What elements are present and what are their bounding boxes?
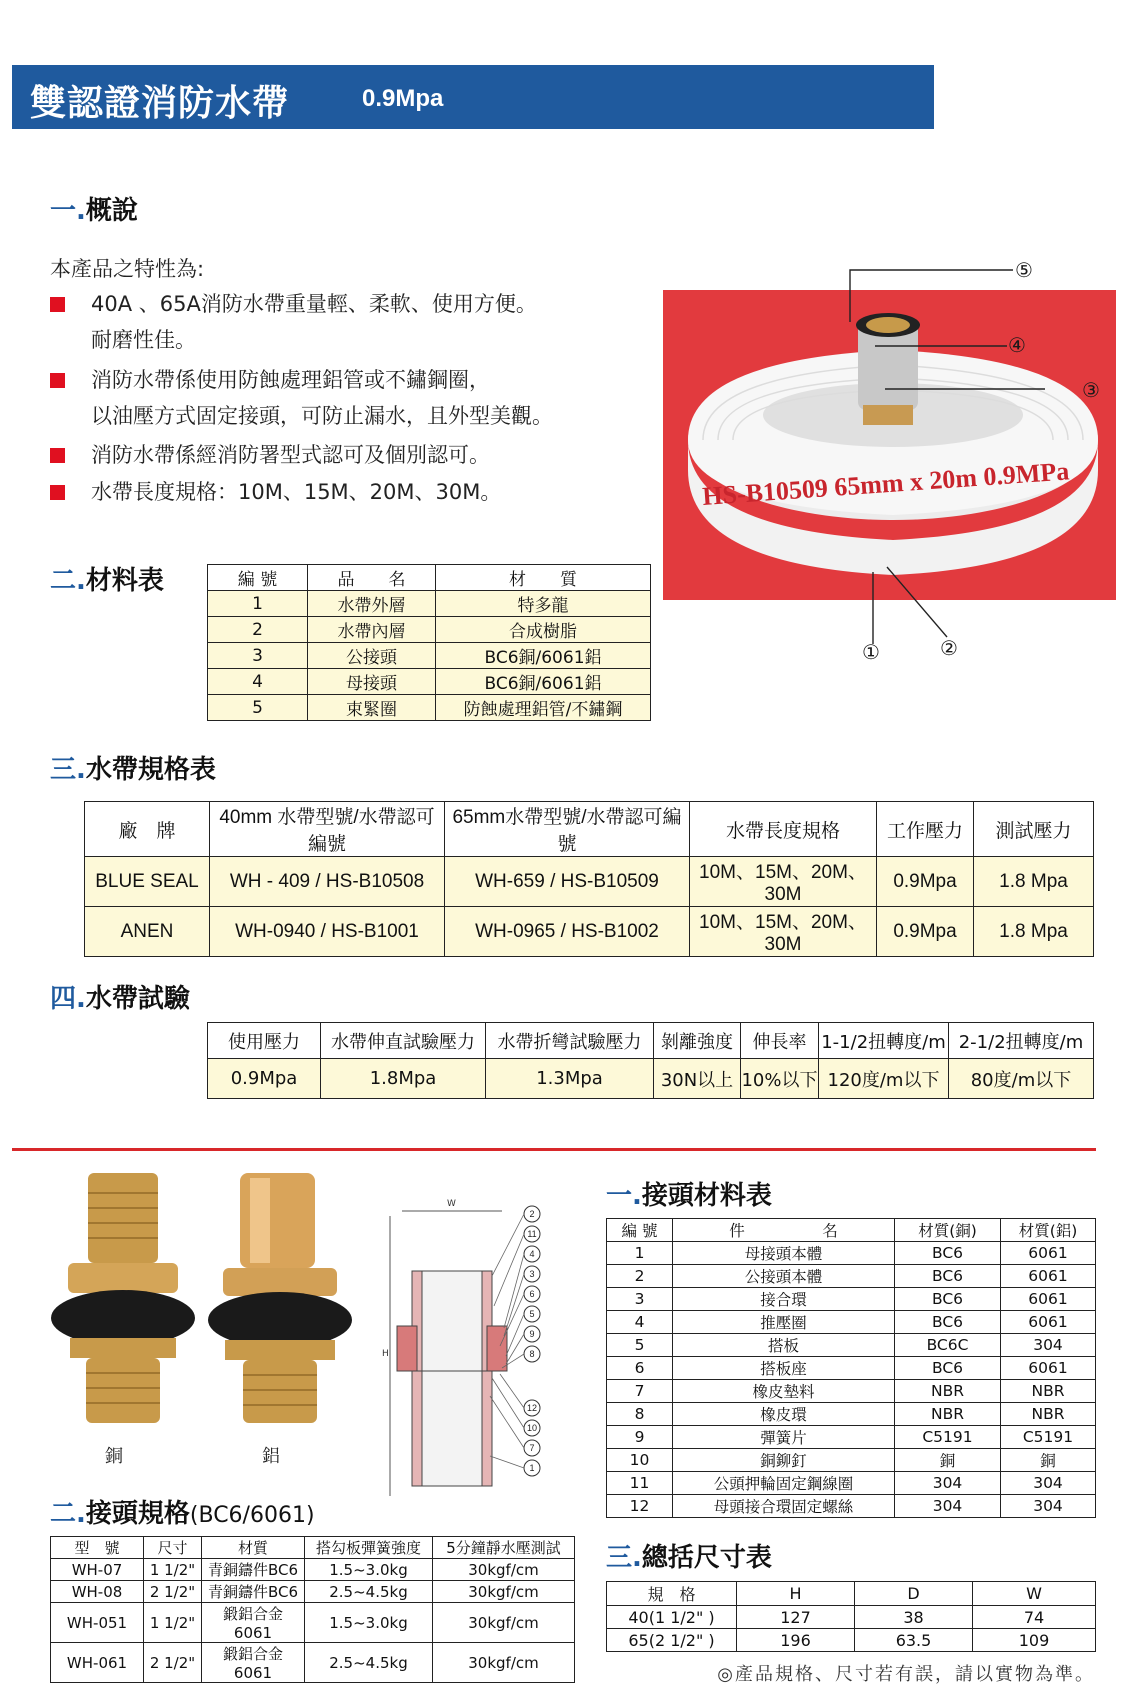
- table-row: WH-051 1 1/2" 鍛鋁合金6061 1.5~3.0kg 30kgf/cm: [51, 1603, 575, 1643]
- disclaimer-note: ◎產品規格、尺寸若有誤，請以實物為準。: [717, 1664, 1095, 1685]
- table-header-row: 編 號 品 名 材 質: [208, 565, 651, 591]
- aluminum-label: 鋁: [262, 1446, 280, 1467]
- feature-item: 消防水帶係使用防蝕處理鋁管或不鏽鋼圈， 以油壓方式固定接頭，可防止漏水，且外型美觀。: [50, 362, 553, 434]
- title-banner: [12, 65, 934, 129]
- table-row: 40(1 1/2" ) 127 38 74: [607, 1606, 1096, 1629]
- table-row: 2 公接頭本體 BC6 6061: [607, 1265, 1096, 1288]
- table-row: 5 束緊圈 防蝕處理鋁管/不鏽鋼: [208, 695, 651, 721]
- materials-table: [207, 564, 651, 721]
- svg-text:3: 3: [529, 1269, 535, 1279]
- table-row: 7 橡皮墊料 NBR NBR: [607, 1380, 1096, 1403]
- svg-text:12: 12: [526, 1403, 538, 1413]
- svg-text:11: 11: [527, 1229, 537, 1239]
- bullet-square-icon: [50, 448, 65, 463]
- spec-heading: 三.水帶規格表: [50, 755, 216, 785]
- table-row: WH-08 2 1/2" 青銅鑄件BC6 2.5~4.5kg 30kgf/cm: [51, 1581, 575, 1603]
- aluminum-fitting-photo: [205, 1168, 355, 1428]
- materials-heading: 二.材料表: [50, 566, 164, 596]
- svg-text:7: 7: [529, 1443, 535, 1453]
- table-header-row: 廠 牌 40mm 水帶型號/水帶認可編號 65mm水帶型號/水帶認可編號 水帶長度規格 工作壓力 測試壓力: [85, 802, 1094, 857]
- svg-text:8: 8: [529, 1349, 535, 1359]
- hose-spec-table: [84, 801, 1094, 957]
- table-row: 4 母接頭 BC6銅/6061鋁: [208, 669, 651, 695]
- svg-text:1: 1: [529, 1463, 535, 1473]
- table-header-row: 型 號 尺寸 材質 搭勾板彈簧強度 5分鐘靜水壓測試: [51, 1537, 575, 1559]
- table-row: 1 水帶外層 特多龍: [208, 591, 651, 617]
- table-row: WH-061 2 1/2" 鍛鋁合金6061 2.5~4.5kg 30kgf/cm: [51, 1643, 575, 1683]
- copper-label: 銅: [105, 1446, 123, 1467]
- feature-item: 水帶長度規格：10M、15M、20M、30M。: [50, 474, 501, 510]
- table-row: 65(2 1/2" ) 196 63.5 109: [607, 1629, 1096, 1652]
- callout-3: ③: [1082, 378, 1100, 402]
- svg-text:10: 10: [526, 1423, 538, 1433]
- table-row: 5 搭板 BC6C 304: [607, 1334, 1096, 1357]
- overview-heading: 一.概說: [50, 196, 138, 226]
- dimensions-heading: 三.總括尺寸表: [606, 1543, 772, 1573]
- fitting-cross-section-diagram: [382, 1196, 577, 1518]
- table-row: 10 銅鉚釘 銅 銅: [607, 1449, 1096, 1472]
- joint-spec-heading: 二.接頭規格(BC6/6061): [50, 1499, 315, 1529]
- table-row: 0.9Mpa 1.8Mpa 1.3Mpa 30N以上 10%以下 120度/m以下 80度/m以下: [208, 1059, 1094, 1099]
- svg-text:W: W: [447, 1199, 456, 1209]
- svg-text:5: 5: [529, 1309, 535, 1319]
- table-row: BLUE SEAL WH - 409 / HS-B10508 WH-659 / HS-B10509 10M、15M、20M、30M 0.9Mpa 1.8 Mpa: [85, 857, 1094, 907]
- table-row: WH-07 1 1/2" 青銅鑄件BC6 1.5~3.0kg 30kgf/cm: [51, 1559, 575, 1581]
- feature-item: 40A 、65A消防水帶重量輕、柔軟、使用方便。 耐磨性佳。: [50, 286, 537, 358]
- table-row: 3 接合環 BC6 6061: [607, 1288, 1096, 1311]
- svg-text:9: 9: [529, 1329, 535, 1339]
- bullet-square-icon: [50, 373, 65, 388]
- callout-2: ②: [940, 636, 958, 660]
- joint-spec-table: [50, 1536, 575, 1683]
- hose-print-text: HS-B10509 65mm x 20m 0.9MPa: [701, 456, 1071, 511]
- joint-materials-table: [606, 1218, 1096, 1518]
- table-row: 4 推壓圈 BC6 6061: [607, 1311, 1096, 1334]
- bullet-square-icon: [50, 297, 65, 312]
- callout-1: ①: [862, 640, 880, 664]
- dimensions-table: [606, 1581, 1096, 1652]
- intro-text: 本產品之特性為:: [50, 257, 205, 281]
- page-subtitle: 0.9Mpa: [362, 85, 444, 112]
- callout-leader-lines: [845, 262, 1045, 652]
- copper-fitting-photo: [48, 1168, 198, 1428]
- table-row: 11 公頭押輪固定鋼線圈 304 304: [607, 1472, 1096, 1495]
- joint-materials-heading: 一.接頭材料表: [606, 1181, 772, 1211]
- table-row: 12 母頭接合環固定螺絲 304 304: [607, 1495, 1096, 1518]
- svg-text:2: 2: [529, 1209, 535, 1219]
- table-row: 2 水帶內層 合成樹脂: [208, 617, 651, 643]
- svg-text:H: H: [382, 1349, 389, 1359]
- svg-text:6: 6: [529, 1289, 535, 1299]
- table-row: 9 彈簧片 C5191 C5191: [607, 1426, 1096, 1449]
- test-heading: 四.水帶試驗: [50, 984, 190, 1014]
- svg-text:4: 4: [529, 1249, 535, 1259]
- table-row: 3 公接頭 BC6銅/6061鋁: [208, 643, 651, 669]
- table-row: 6 搭板座 BC6 6061: [607, 1357, 1096, 1380]
- callout-4: ④: [1008, 333, 1026, 357]
- callout-5: ⑤: [1015, 258, 1033, 282]
- feature-item: 消防水帶係經消防署型式認可及個別認可。: [50, 437, 490, 473]
- table-header-row: 使用壓力 水帶伸直試驗壓力 水帶折彎試驗壓力 剝離強度 伸長率 1-1/2扭轉度/m 2-1/2扭轉度/m: [208, 1023, 1094, 1059]
- table-row: ANEN WH-0940 / HS-B1001 WH-0965 / HS-B1002 10M、15M、20M、30M 0.9Mpa 1.8 Mpa: [85, 907, 1094, 957]
- table-header-row: 編 號 件 名 材質(銅) 材質(鋁): [607, 1219, 1096, 1242]
- table-header-row: 規 格 H D W: [607, 1582, 1096, 1606]
- section-divider: [12, 1148, 1096, 1151]
- hose-test-table: [207, 1022, 1094, 1099]
- table-row: 8 橡皮環 NBR NBR: [607, 1403, 1096, 1426]
- bullet-square-icon: [50, 485, 65, 500]
- table-row: 1 母接頭本體 BC6 6061: [607, 1242, 1096, 1265]
- page-title: 雙認證消防水帶: [30, 83, 290, 124]
